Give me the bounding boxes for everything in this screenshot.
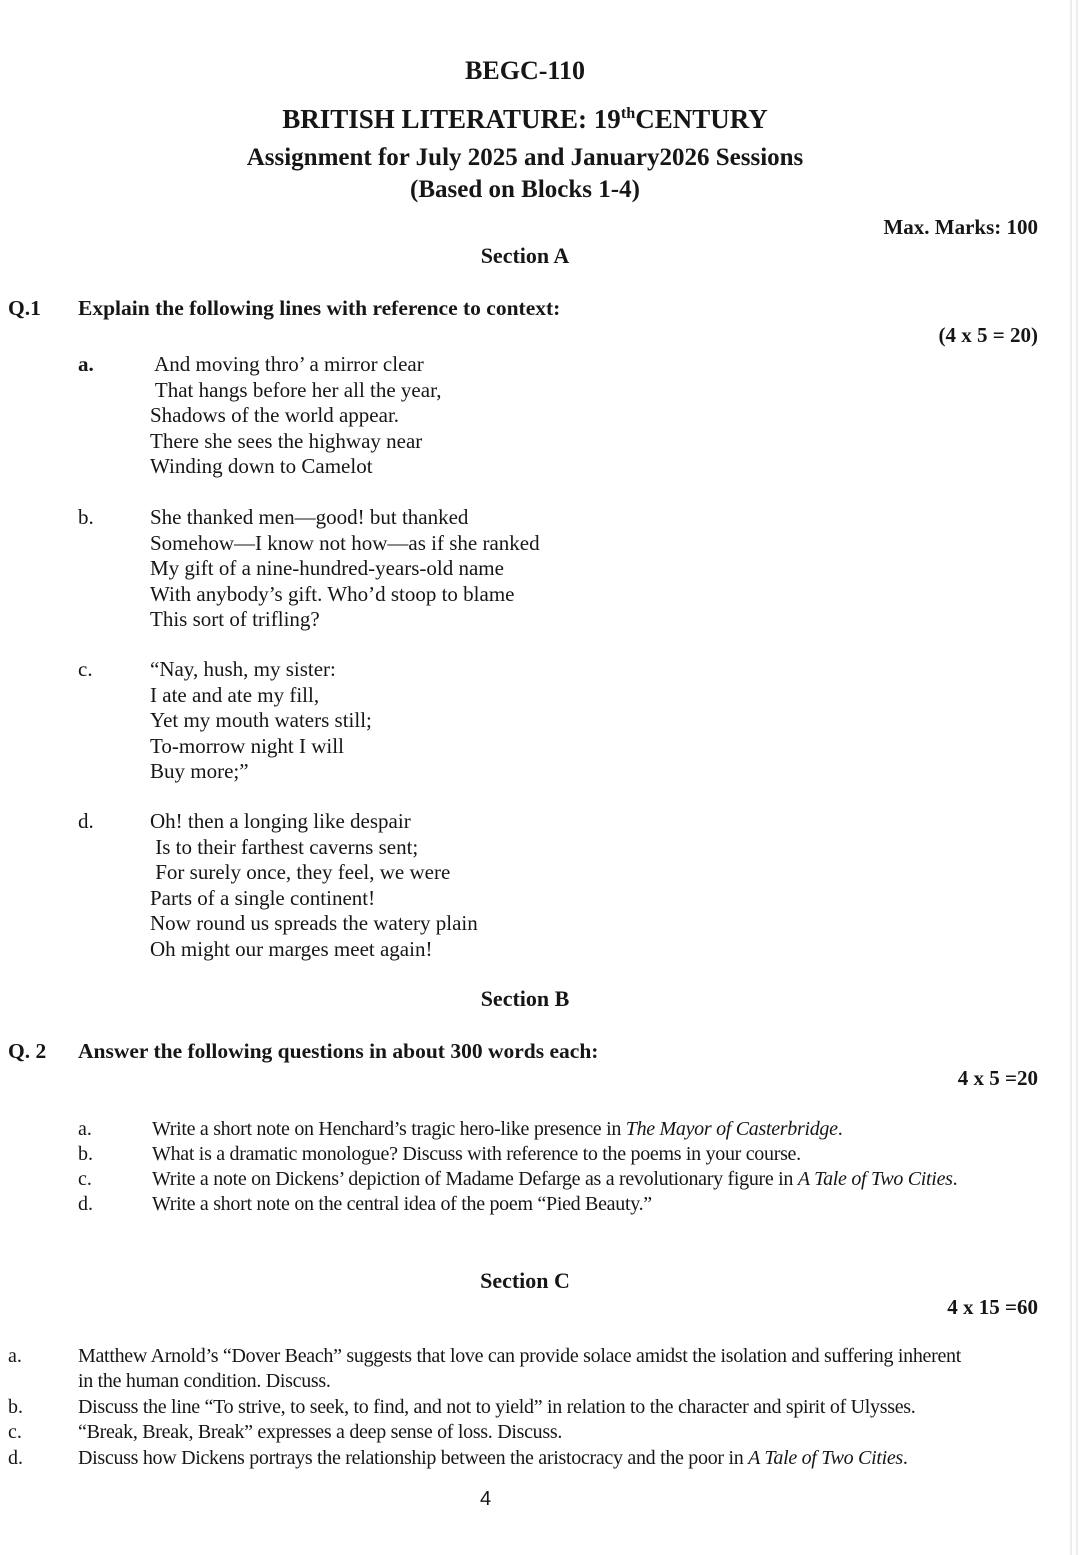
item-text-italic: The Mayor of Casterbridge — [625, 1118, 838, 1140]
item-letter: b. — [78, 1143, 93, 1165]
section-a-marks: (4 x 5 = 20) — [938, 323, 1038, 347]
item-text-segment: . — [952, 1168, 958, 1190]
section-c-title: Section C — [480, 1268, 570, 1293]
page-number: 4 — [480, 1488, 492, 1510]
item-text — [152, 1167, 972, 1192]
list-item-d — [78, 809, 478, 962]
session-line: Assignment for July 2025 and January2026 Sessions — [246, 144, 804, 171]
item-text — [152, 1192, 972, 1217]
list-item-d — [8, 1446, 978, 1471]
poem-line: For surely once, they feel, we were — [150, 860, 451, 884]
section-c-list — [8, 1344, 978, 1471]
section-c-marks: 4 x 15 =60 — [947, 1295, 1038, 1319]
poem-line: To-morrow night I will — [150, 733, 344, 758]
item-text-segment: “Break, Break, Break” expresses a deep sense of loss. Discuss. — [78, 1421, 563, 1444]
poem-stanza — [150, 809, 478, 962]
item-letter: c. — [8, 1421, 22, 1444]
course-code: BEGC-110 — [465, 56, 585, 85]
list-item-b — [78, 1142, 972, 1167]
poem-line: I ate and ate my fill, — [150, 682, 320, 707]
list-item-b — [78, 505, 540, 633]
list-item-a — [78, 352, 441, 480]
poem-line: She thanked men—good! but thanked — [150, 505, 469, 529]
poem-stanza — [150, 657, 372, 785]
question-1-text: Explain the following lines with reference to context: — [78, 296, 561, 320]
poem-line: Shadows of the world appear. — [150, 403, 400, 427]
item-text — [152, 1142, 972, 1167]
section-b-title: Section B — [480, 986, 570, 1011]
item-text — [78, 1420, 978, 1445]
poem-line: Oh might our marges meet again! — [150, 936, 433, 961]
section-b-list — [78, 1117, 972, 1217]
item-letter: d. — [78, 1193, 93, 1215]
poem-line: “Nay, hush, my sister: — [150, 657, 336, 681]
list-item-c — [78, 1167, 972, 1192]
max-marks: Max. Marks: 100 — [883, 215, 1038, 239]
poem-line: Winding down to Camelot — [150, 454, 373, 478]
item-letter: a. — [8, 1345, 22, 1367]
poem-line: Somehow—I know not how—as if she ranked — [150, 530, 540, 555]
list-item-c — [78, 657, 372, 785]
item-letter: a. — [78, 352, 94, 376]
item-text-segment: . — [837, 1118, 843, 1140]
title-text: CENTURY — [635, 104, 768, 134]
item-letter: d. — [78, 809, 94, 833]
item-text-segment: Write a short note on the central idea of the poem “Pied Beauty.” — [152, 1193, 652, 1215]
poem-line: This sort of trifling? — [150, 607, 320, 631]
item-text-italic: A Tale of Two Cities — [748, 1446, 903, 1469]
item-text — [152, 1117, 972, 1142]
poem-line: Oh! then a longing like despair — [150, 809, 411, 833]
poem-line: Parts of a single continent! — [150, 885, 376, 910]
poem-stanza — [150, 505, 540, 633]
item-text — [78, 1395, 978, 1420]
item-letter: d. — [8, 1446, 23, 1469]
poem-line: With anybody’s gift. Who’d stoop to blame — [150, 581, 515, 606]
item-text-segment: What is a dramatic monologue? Discuss with reference to the poems in your course. — [152, 1143, 801, 1165]
item-text — [78, 1446, 978, 1471]
poem-line: And moving thro’ a mirror clear — [150, 352, 424, 376]
title-text: BRITISH LITERATURE: 19 — [282, 104, 621, 134]
section-b-marks: 4 x 5 =20 — [957, 1066, 1038, 1090]
question-2-label: Q. 2 — [8, 1039, 47, 1063]
question-1-label: Q.1 — [8, 296, 41, 320]
section-a-title: Section A — [480, 243, 570, 268]
list-item-c — [8, 1420, 978, 1445]
page-edge-scan-line — [1076, 0, 1078, 1555]
item-text-segment: Discuss how Dickens portrays the relationship between the aristocracy and the poor in — [78, 1446, 749, 1469]
title-superscript: th — [620, 104, 636, 122]
item-text-italic: A Tale of Two Cities — [797, 1168, 953, 1190]
document-title — [0, 95, 1050, 137]
document-header — [0, 55, 1050, 206]
question-2-text: Answer the following questions in about 300 words each: — [78, 1039, 599, 1063]
poem-line: That hangs before her all the year, — [150, 377, 442, 402]
list-item-a — [78, 1117, 972, 1142]
blocks-line: (Based on Blocks 1-4) — [410, 176, 640, 203]
poem-line: Is to their farthest caverns sent; — [150, 834, 419, 859]
item-text-segment: Discuss the line “To strive, to seek, to find, and not to yield” in relation to the character and spirit of Ulysses. — [78, 1395, 916, 1418]
item-text-segment: Write a short note on Henchard’s tragic hero-like presence in — [152, 1118, 626, 1140]
page-edge-scan-line — [1070, 0, 1072, 1555]
poem-line: Buy more;” — [150, 759, 249, 783]
item-text-segment: Write a note on Dickens’ depiction of Madame Defarge as a revolutionary figure in — [152, 1168, 798, 1190]
poem-line: Yet my mouth waters still; — [150, 708, 372, 732]
list-item-a — [8, 1344, 978, 1395]
poem-line: Now round us spreads the watery plain — [150, 911, 478, 935]
list-item-b — [8, 1395, 978, 1420]
item-letter: b. — [8, 1395, 23, 1418]
item-letter: b. — [78, 505, 94, 529]
poem-line: There she sees the highway near — [150, 428, 423, 453]
item-text-segment: Matthew Arnold’s “Dover Beach” suggests that love can provide solace amidst the isolation and suffering inherent in the human condition. Discuss. — [78, 1345, 966, 1393]
item-text — [78, 1344, 978, 1395]
poem-line: My gift of a nine-hundred-years-old name — [150, 556, 504, 580]
poem-stanza — [150, 352, 441, 480]
item-text-segment: . — [902, 1446, 908, 1469]
item-letter: c. — [78, 1168, 92, 1190]
list-item-d — [78, 1192, 972, 1217]
item-letter: c. — [78, 657, 93, 681]
item-letter: a. — [78, 1118, 92, 1140]
